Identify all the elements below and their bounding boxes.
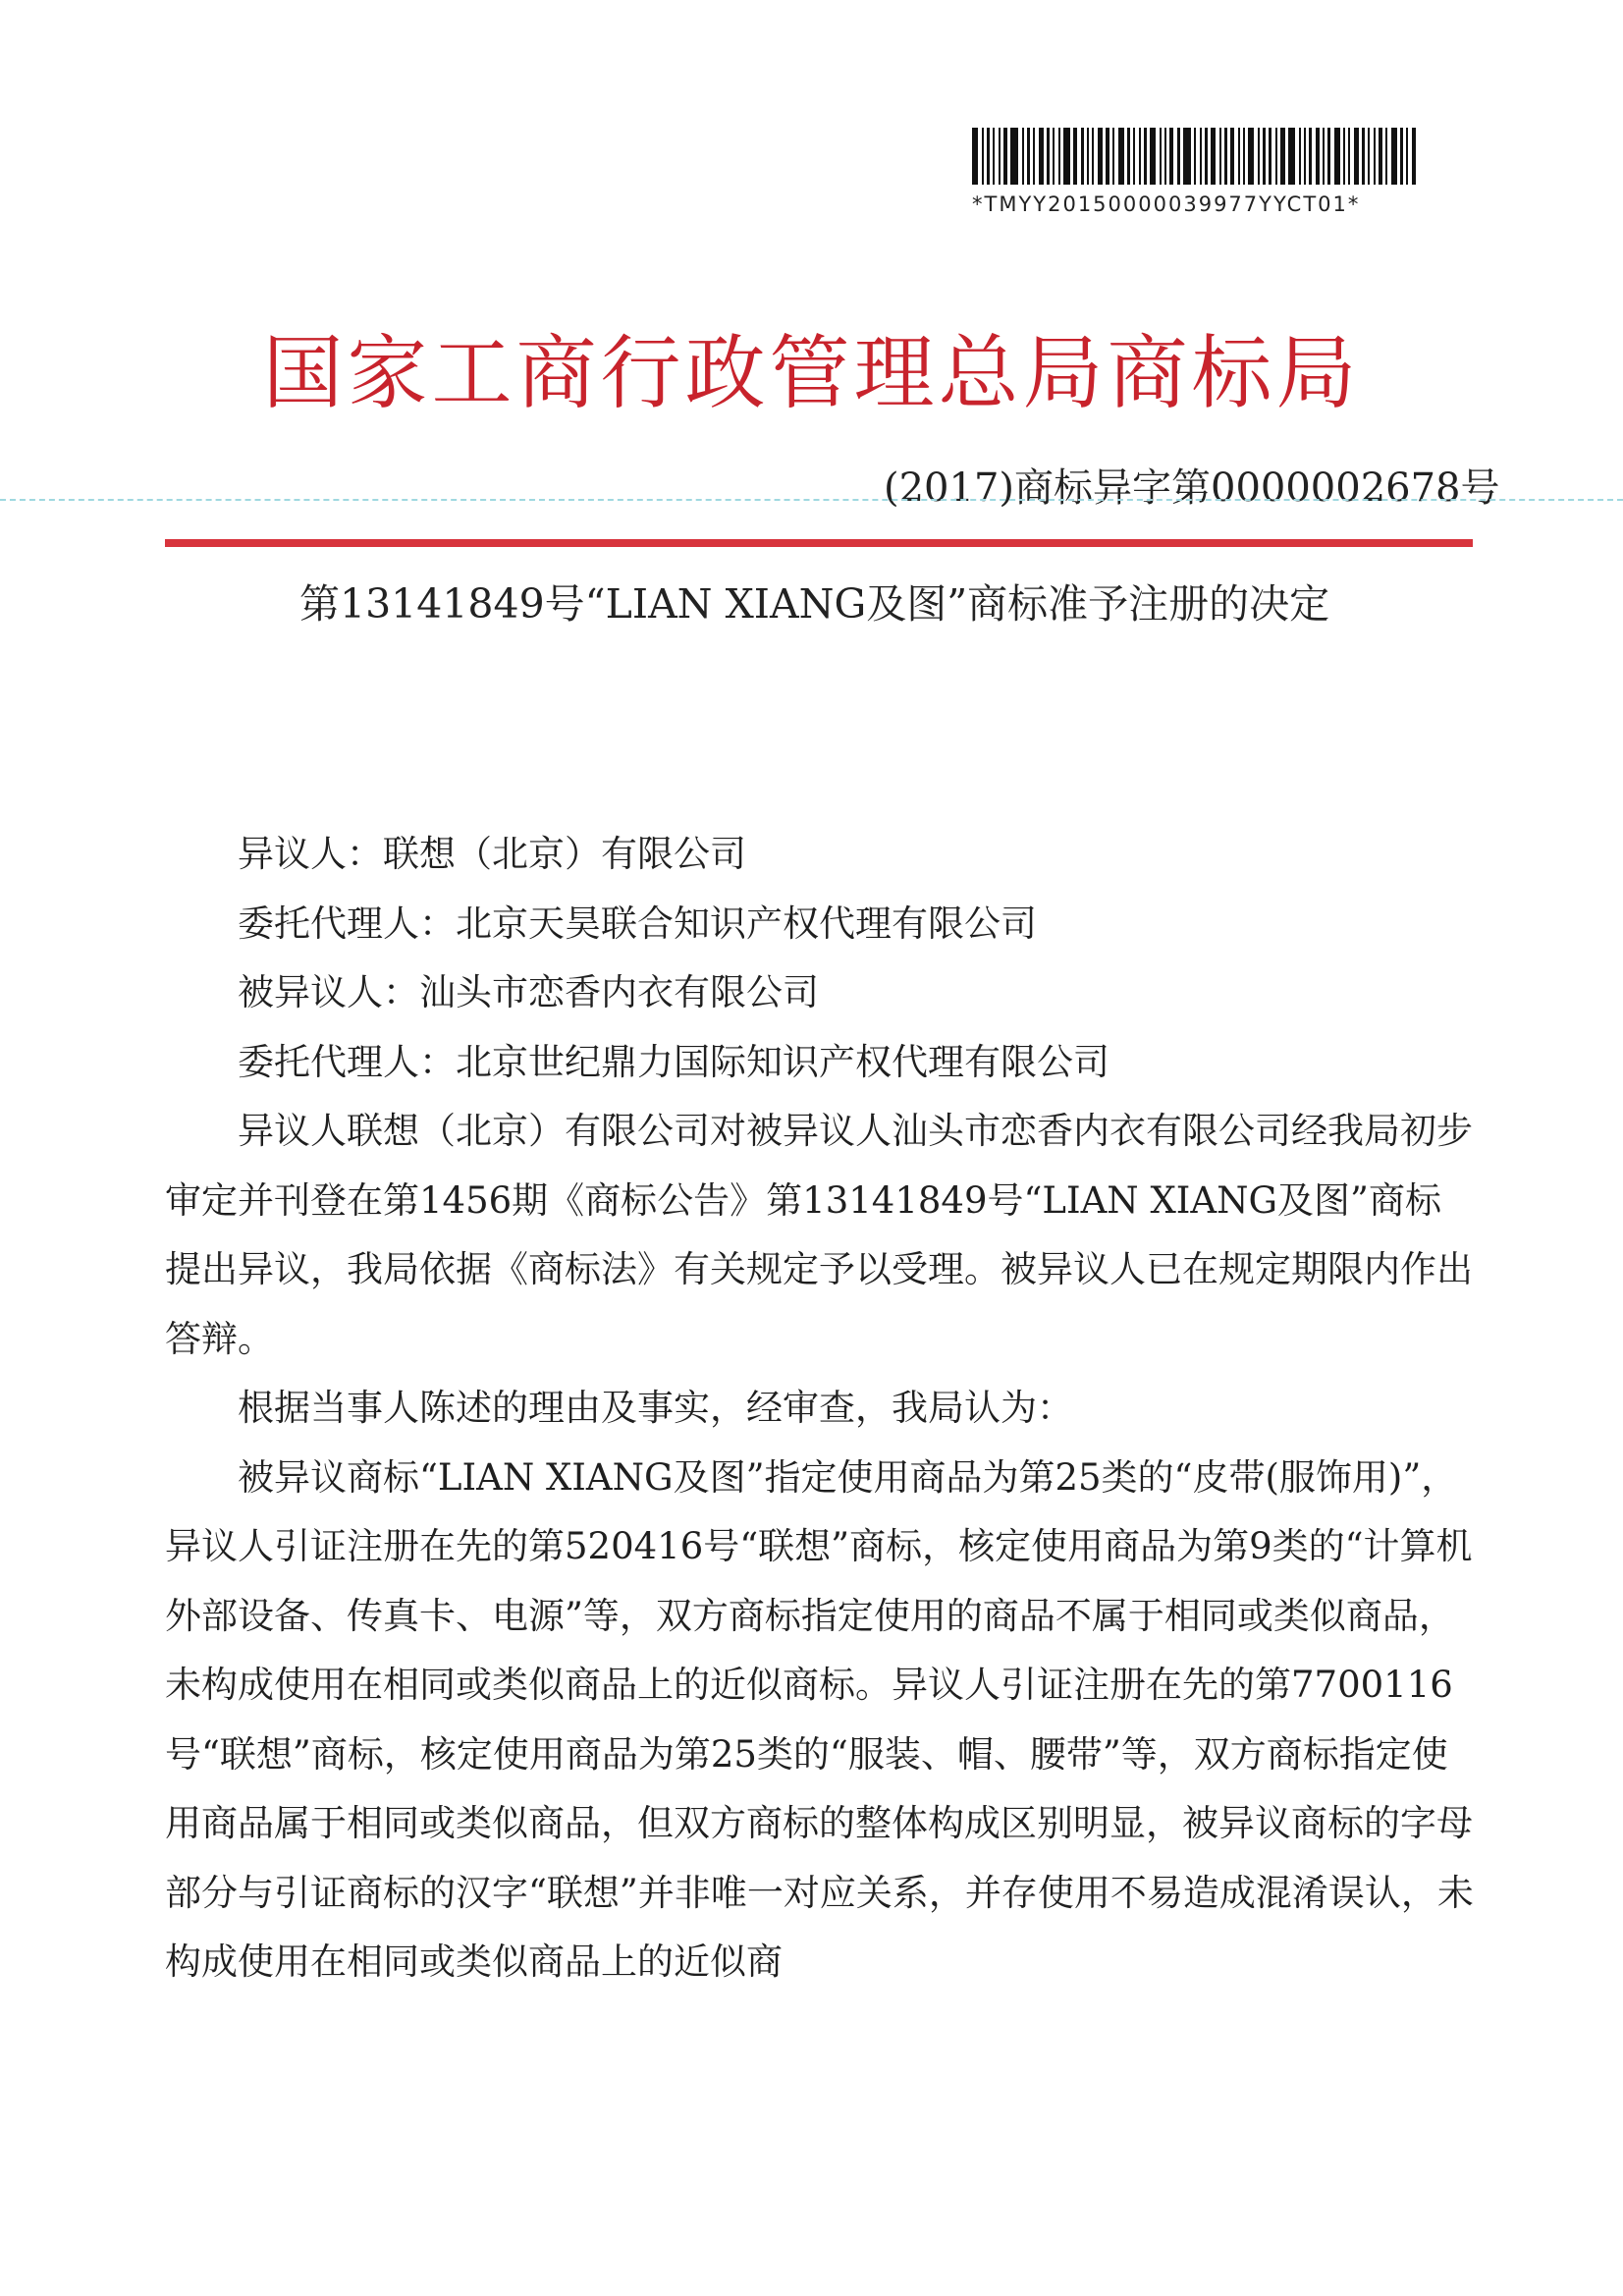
barcode-bar bbox=[1063, 128, 1070, 185]
barcode-bar bbox=[1003, 128, 1007, 185]
barcode-caption: *TMYY20150000039977YYCT01* bbox=[972, 192, 1361, 216]
barcode-bar bbox=[1112, 128, 1114, 185]
barcode-bar bbox=[1263, 128, 1266, 185]
decision-title: 第13141849号“LIAN XIANG及图”商标准予注册的决定 bbox=[299, 580, 1330, 628]
party-line: 异议人：联想（北京）有限公司 bbox=[238, 833, 746, 875]
barcode-bar bbox=[1150, 128, 1156, 185]
agency-title: 国家工商行政管理总局商标局 bbox=[262, 327, 1361, 420]
barcode-bar bbox=[1073, 128, 1077, 185]
barcode-bar bbox=[1258, 128, 1260, 185]
barcode-bar bbox=[1118, 128, 1124, 185]
barcode-bar bbox=[1288, 128, 1295, 185]
barcode-bar bbox=[1230, 128, 1234, 185]
barcode-bar bbox=[1169, 128, 1173, 185]
barcode-bar bbox=[1058, 128, 1060, 185]
barcode-bar bbox=[1334, 128, 1340, 185]
barcode-bar bbox=[972, 128, 978, 185]
barcode-bar bbox=[1368, 128, 1370, 185]
barcode-bar bbox=[1248, 128, 1254, 185]
barcode-bar bbox=[1027, 128, 1030, 185]
document-number: (2017)商标异字第0000002678号 bbox=[884, 465, 1500, 511]
barcode-bar bbox=[993, 128, 995, 185]
barcode-bar bbox=[1224, 128, 1227, 185]
barcode-bar bbox=[982, 128, 984, 185]
barcode-bar bbox=[1194, 128, 1196, 185]
barcode-bar bbox=[1327, 128, 1330, 185]
barcode-bar bbox=[1133, 128, 1135, 185]
barcode-bar bbox=[1033, 128, 1035, 185]
barcode-bar bbox=[1127, 128, 1130, 185]
barcode-bar bbox=[1309, 128, 1312, 185]
barcode bbox=[972, 128, 1434, 185]
barcode-bar bbox=[1205, 128, 1208, 185]
barcode-bar bbox=[1269, 128, 1271, 185]
barcode-bar bbox=[1010, 128, 1018, 185]
barcode-bar bbox=[1362, 128, 1365, 185]
barcode-bar bbox=[1047, 128, 1050, 185]
barcode-bar bbox=[1275, 128, 1277, 185]
barcode-bar bbox=[1238, 128, 1240, 185]
barcode-bar bbox=[1385, 128, 1387, 185]
barcode-bar bbox=[1219, 128, 1221, 185]
barcode-bar bbox=[1304, 128, 1306, 185]
barcode-bar bbox=[1343, 128, 1345, 185]
barcode-bar bbox=[1053, 128, 1055, 185]
barcode-bar bbox=[1139, 128, 1141, 185]
red-divider-rule bbox=[165, 539, 1473, 547]
body-paragraph: 异议人联想（北京）有限公司对被异议人汕头市恋香内衣有限公司经我局初步审定并刊登在第1456期《商标公告》第13141849号“LIAN XIANG及图”商标提出异议，我局依据《商标法》有关规定予以受理。被异议人已在规定期限内作出答辩。 bbox=[165, 1110, 1473, 1360]
barcode-bar bbox=[1348, 128, 1350, 185]
body-paragraph: 根据当事人陈述的理由及事实，经审查，我局认为： bbox=[238, 1387, 1073, 1429]
barcode-bar bbox=[1164, 128, 1166, 185]
barcode-bar bbox=[1200, 128, 1202, 185]
barcode-bar bbox=[1354, 128, 1359, 185]
barcode-bar bbox=[999, 128, 1001, 185]
barcode-bar bbox=[1243, 128, 1245, 185]
barcode-bar bbox=[1379, 128, 1382, 185]
barcode-bar bbox=[1098, 128, 1103, 185]
party-line: 委托代理人：北京天昊联合知识产权代理有限公司 bbox=[238, 902, 1037, 945]
barcode-bar bbox=[1177, 128, 1180, 185]
party-line: 委托代理人：北京世纪鼎力国际知识产权代理有限公司 bbox=[238, 1040, 1109, 1083]
barcode-bar bbox=[1039, 128, 1044, 185]
barcode-bar bbox=[1183, 128, 1191, 185]
dashed-divider bbox=[0, 499, 1623, 501]
barcode-bar bbox=[1081, 128, 1084, 185]
barcode-bar bbox=[1316, 128, 1320, 185]
document-body bbox=[165, 820, 1476, 1997]
barcode-bar bbox=[1022, 128, 1024, 185]
barcode-block bbox=[972, 128, 1483, 221]
barcode-bar bbox=[1087, 128, 1089, 185]
barcode-bar bbox=[1092, 128, 1094, 185]
barcode-bar bbox=[1323, 128, 1325, 185]
barcode-bar bbox=[1211, 128, 1216, 185]
barcode-bar bbox=[1160, 128, 1162, 185]
barcode-bar bbox=[1280, 128, 1285, 185]
barcode-bar bbox=[1391, 128, 1397, 185]
barcode-bar bbox=[1299, 128, 1301, 185]
barcode-bar bbox=[1400, 128, 1403, 185]
barcode-bar bbox=[1412, 128, 1416, 185]
barcode-bar bbox=[1144, 128, 1147, 185]
barcode-bar bbox=[1374, 128, 1376, 185]
barcode-bar bbox=[987, 128, 990, 185]
body-paragraph: 被异议商标“LIAN XIANG及图”指定使用商品为第25类的“皮带(服饰用)”，异议人引证注册在先的第520416号“联想”商标，核定使用商品为第9类的“计算机外部设备、传真卡、电源”等，双方商标指定使用的商品不属于相同或类似商品，未构成使用在相同或类似商品上的近似商标。异议人引证注册在先的第7700116号“联想”商标，核定使用商品为第25类的“服装、帽、腰带”等，双方商标指定使用商品属于相同或类似商品，但双方商标的整体构成区别明显，被异议商标的字母部分与引证商标的汉字“联想”并非唯一对应关系，并存使用不易造成混淆误认，未构成使用在相同或类似商品上的近似商 bbox=[165, 1455, 1474, 1983]
barcode-bar bbox=[1106, 128, 1109, 185]
barcode-bar bbox=[1406, 128, 1408, 185]
party-line: 被异议人：汕头市恋香内衣有限公司 bbox=[238, 971, 819, 1013]
